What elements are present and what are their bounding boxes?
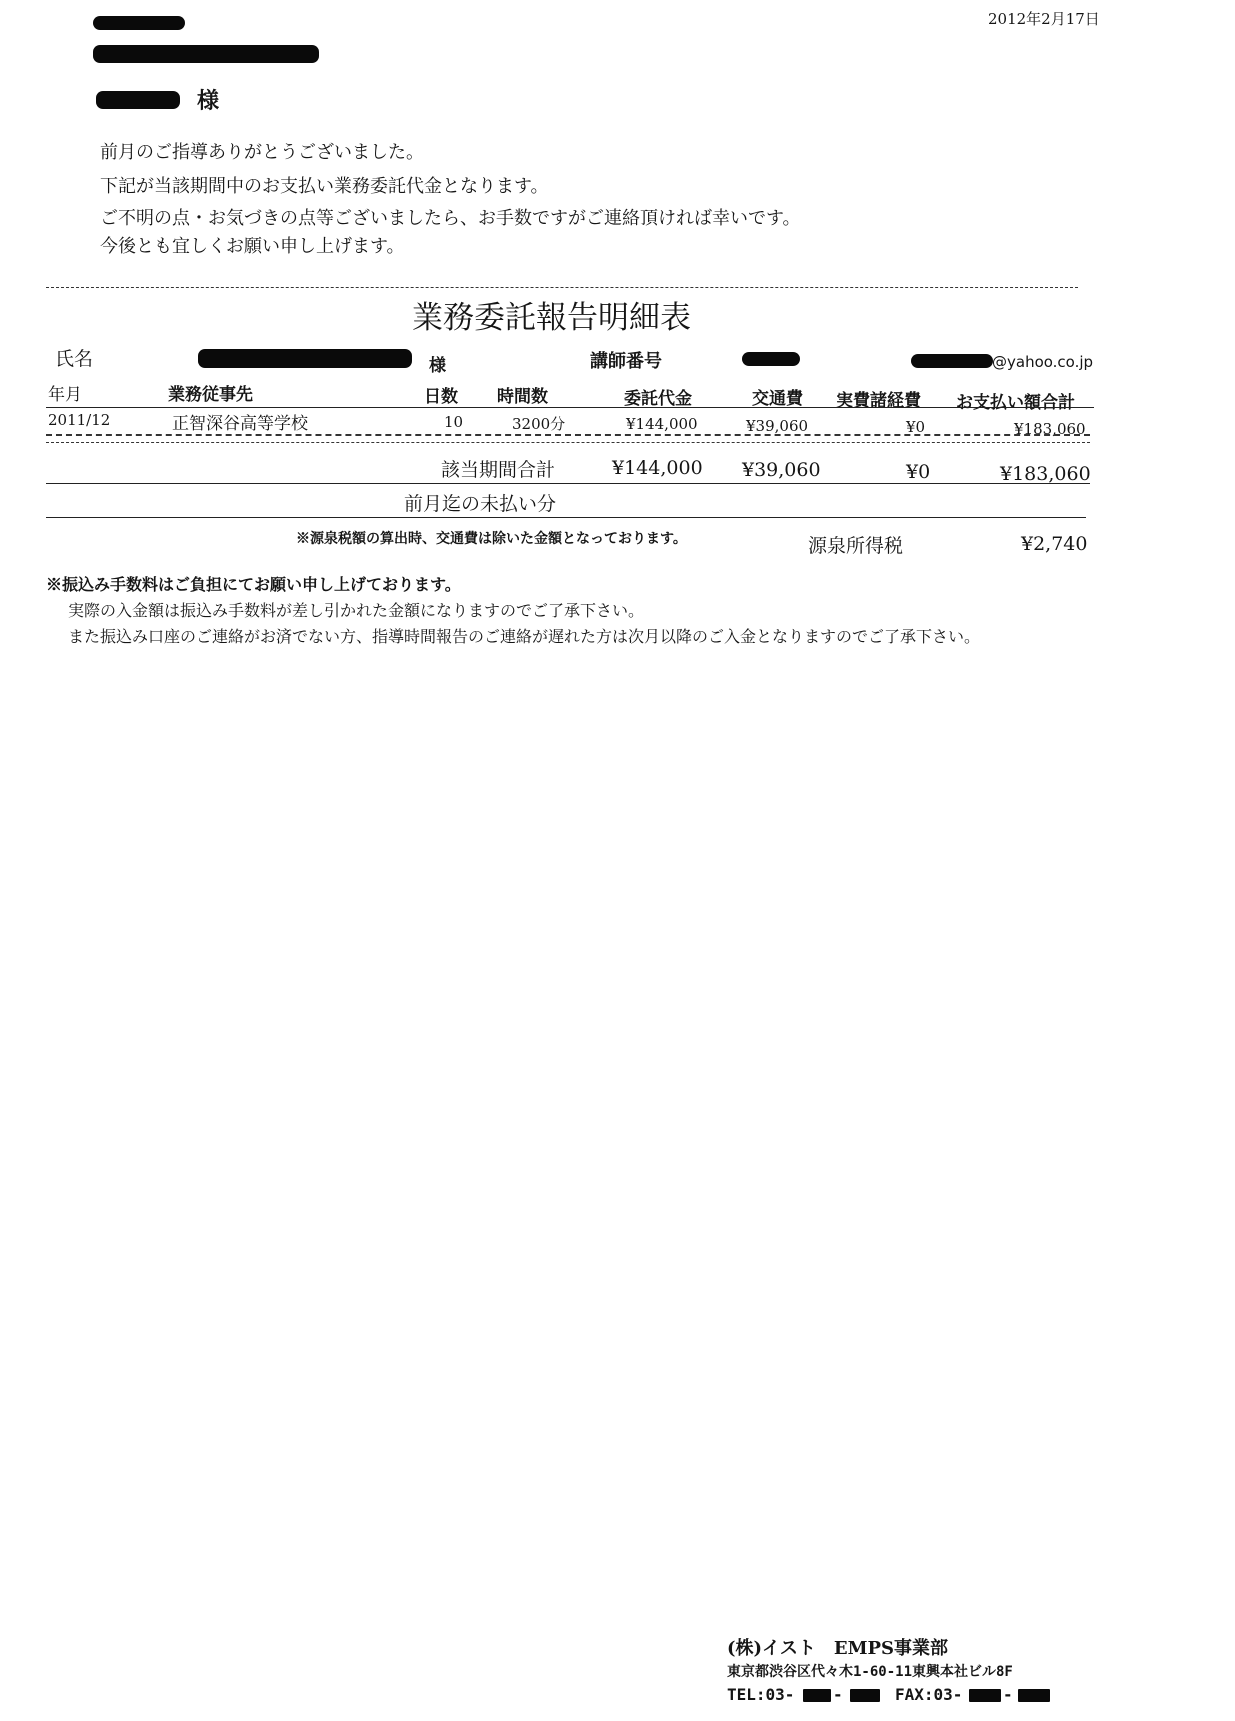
row-total: ¥183,060 bbox=[1014, 420, 1086, 438]
tax-value: ¥2,740 bbox=[1021, 533, 1088, 555]
redacted-fax-part-2 bbox=[1018, 1689, 1050, 1702]
row-transport: ¥39,060 bbox=[746, 417, 809, 435]
redacted-recipient-name bbox=[96, 91, 180, 109]
col-header-hours: 時間数 bbox=[497, 387, 548, 407]
footer-company: (株)イスト EMPS事業部 bbox=[727, 1638, 949, 1659]
col-header-commission: 委託代金 bbox=[624, 389, 692, 409]
footer-address: 東京都渋谷区代々木1-60-11東興本社ビル8F bbox=[727, 1664, 1013, 1680]
row-month: 2011/12 bbox=[48, 411, 111, 429]
note-line-2: 実際の入金額は振込み手数料が差し引かれた金額になりますのでご了承下さい。 bbox=[68, 601, 645, 620]
redacted-company-line-1 bbox=[93, 16, 185, 30]
intro-line-3: ご不明の点・お気づきの点等ございましたら、お手数ですがご連絡頂ければ幸いです。 bbox=[100, 208, 801, 229]
redacted-tel-part-2 bbox=[850, 1689, 880, 1702]
intro-line-2: 下記が当該期間中のお支払い業務委託代金となります。 bbox=[100, 176, 549, 197]
footer-tel-dash: - bbox=[833, 1685, 843, 1704]
col-header-days: 日数 bbox=[424, 387, 458, 407]
totals-total: ¥183,060 bbox=[1000, 463, 1091, 485]
row-separator-2 bbox=[46, 442, 1090, 443]
recipient-suffix: 様 bbox=[197, 88, 220, 114]
row-commission: ¥144,000 bbox=[626, 415, 698, 433]
col-header-month: 年月 bbox=[48, 385, 82, 405]
redacted-teacher-name bbox=[198, 349, 412, 368]
note-line-1: ※振込み手数料はご負担にてお願い申し上げております。 bbox=[46, 575, 461, 594]
totals-transport: ¥39,060 bbox=[742, 459, 821, 481]
footer-tel-label: TEL:03- bbox=[727, 1685, 795, 1704]
row-separator-1 bbox=[46, 434, 1090, 436]
totals-commission: ¥144,000 bbox=[612, 457, 703, 479]
title-separator bbox=[46, 287, 1078, 288]
totals-label: 該当期間合計 bbox=[441, 459, 556, 481]
footer-fax-label: FAX:03- bbox=[895, 1685, 963, 1704]
col-header-transport: 交通費 bbox=[752, 389, 803, 409]
col-header-expenses: 実費諸経費 bbox=[836, 391, 921, 411]
document-title: 業務委託報告明細表 bbox=[412, 300, 691, 336]
document-date: 2012年2月17日 bbox=[988, 10, 1100, 28]
header-underline bbox=[46, 407, 1094, 408]
row-hours: 3200分 bbox=[512, 415, 566, 433]
row-days: 10 bbox=[444, 413, 464, 431]
redacted-fax-part-1 bbox=[969, 1689, 1001, 1702]
footer-fax-dash: - bbox=[1003, 1685, 1013, 1704]
unpaid-label: 前月迄の未払い分 bbox=[404, 493, 557, 515]
tax-label: 源泉所得税 bbox=[808, 535, 904, 557]
name-label: 氏名 bbox=[55, 348, 94, 370]
totals-underline bbox=[46, 483, 1090, 484]
tax-note: ※源泉税額の算出時、交通費は除いた金額となっております。 bbox=[296, 531, 687, 547]
redacted-tel-part-1 bbox=[803, 1689, 831, 1702]
teacher-number-label: 講師番号 bbox=[590, 351, 662, 372]
col-header-total: お支払い額合計 bbox=[956, 393, 1075, 413]
row-workplace: 正智深谷高等学校 bbox=[172, 414, 308, 434]
unpaid-underline bbox=[46, 517, 1086, 518]
totals-expenses: ¥0 bbox=[906, 461, 931, 483]
redacted-company-line-2 bbox=[93, 45, 319, 63]
redacted-email-user bbox=[911, 354, 993, 368]
intro-line-1: 前月のご指導ありがとうございました。 bbox=[100, 142, 424, 163]
row-expenses: ¥0 bbox=[906, 418, 926, 436]
email-domain: @yahoo.co.jp bbox=[992, 353, 1094, 371]
intro-line-4: 今後とも宜しくお願い申し上げます。 bbox=[100, 236, 405, 257]
name-suffix: 様 bbox=[429, 356, 446, 376]
note-line-3: また振込み口座のご連絡がお済でない方、指導時間報告のご連絡が遅れた方は次月以降のご入金となりますのでご了承下さい。 bbox=[68, 627, 981, 646]
col-header-workplace: 業務従事先 bbox=[168, 385, 253, 405]
redacted-teacher-number bbox=[742, 352, 800, 366]
